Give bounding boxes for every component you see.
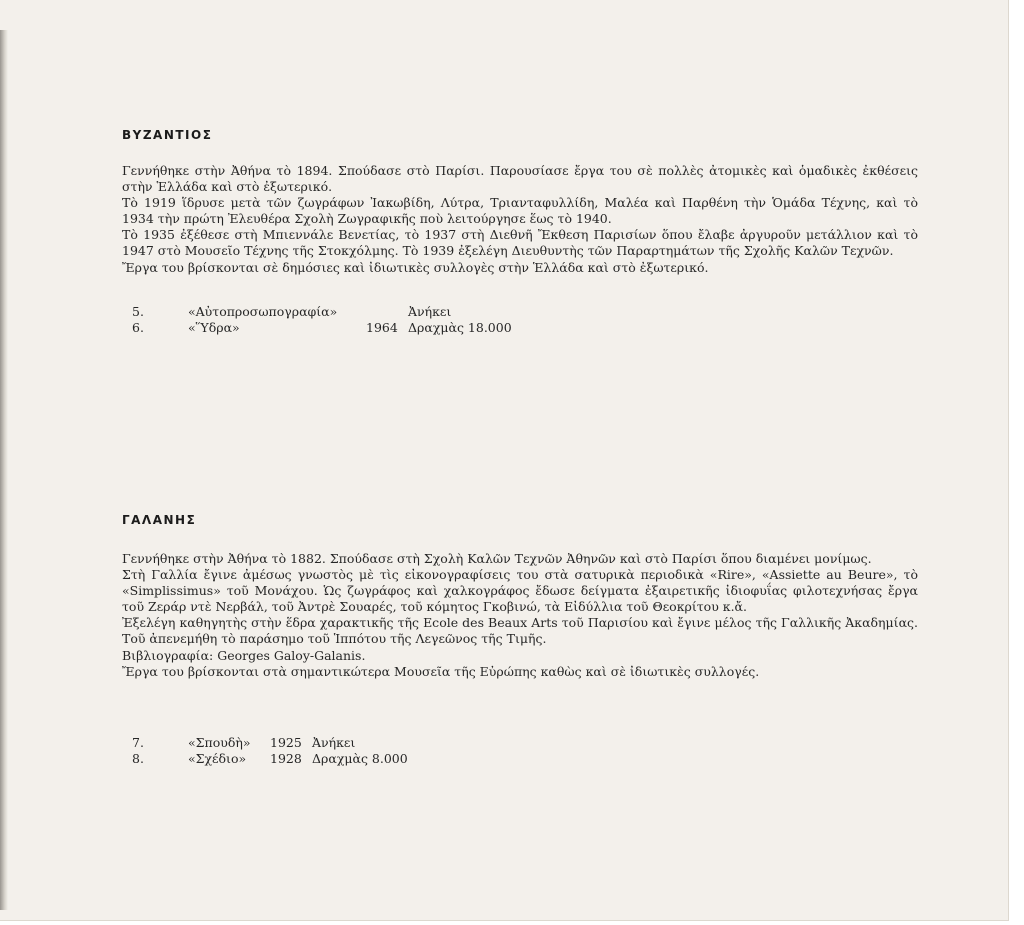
entry-title: «Ὕδρα» [188,320,240,336]
catalogue-entry [132,735,552,751]
biography-paragraph: Ἐξελέγη καθηγητὴς στὴν ἕδρα χαρακτικῆς τῆς Ecole des Beaux Arts τοῦ Παρισίου καὶ ἔγινε μέλος τῆς Γαλλικῆς Ἀκαδημίας. Τοῦ ἀπενεμήθη τὸ παράσημο τοῦ Ἱππότου τῆς Λεγεῶνος τῆς Τιμῆς. [122,615,918,647]
entry-number: 8. [132,751,144,767]
catalogue-entry [132,751,552,767]
section-biography-vyzantios [122,163,918,276]
entry-status: Ἀνήκει [408,304,452,319]
book-spine-shadow [0,30,8,910]
entry-year: 1928 [270,751,302,767]
catalogue-entry [132,304,552,320]
entry-status: Ἀνήκει [312,735,356,750]
biography-paragraph: Στὴ Γαλλία ἔγινε ἀμέσως γνωστὸς μὲ τὶς εἰκονογραφίσεις του στὰ σατυρικὰ περιοδικὰ «Rire», «Assiette au Beure», τὸ «Simplissimus» τοῦ Μονάχου. Ὡς ζωγράφος καὶ χαλκογράφος ἔδωσε δείγματα ἐξαιρετικῆς ἰδιοφυΐας φιλοτεχνήσας ἔργα τοῦ Ζεράρ ντὲ Νερβάλ, τοῦ Ἀντρὲ Σουαρές, τοῦ κόμητος Γκοβινώ, τὰ Εἰδύλλια τοῦ Θεοκρίτου κ.ἄ. [122,567,918,615]
entry-number: 7. [132,735,144,750]
entry-status: Δραχμὰς 18.000 [408,320,512,336]
entry-title: «Σχέδιο» [188,751,247,767]
entry-status: Δραχμὰς 8.000 [312,751,408,767]
section-biography-galanis [122,551,918,680]
catalogue-entry [132,320,552,336]
biography-paragraph: Γεννήθηκε στὴν Ἀθήνα τὸ 1882. Σπούδασε στὴ Σχολὴ Καλῶν Τεχνῶν Ἀθηνῶν καὶ στὸ Παρίσι ὅπου διαμένει μονίμως. [122,551,872,566]
entry-year: 1925 [270,735,302,750]
section-heading-vyzantios: ΒΥΖΑΝΤΙΟΣ [122,128,213,142]
biography-paragraph: Τὸ 1919 ἵδρυσε μετὰ τῶν ζωγράφων Ἰακωβίδη, Λύτρα, Τριανταφυλλίδη, Μαλέα καὶ Παρθένη τὴν Ὁμάδα Τέχνης, καὶ τὸ 1934 τὴν πρώτη Ἐλευθέρα Σχολὴ Ζωγραφικῆς ποὺ λειτούργησε ἕως τὸ 1940. [122,195,918,227]
biography-paragraph: Τὸ 1935 ἐξέθεσε στὴ Μπιεννάλε Βενετίας, τὸ 1937 στὴ Διεθνῆ Ἔκθεση Παρισίων ὅπου ἔλαβε ἀργυροῦν μετάλλιον καὶ τὸ 1947 στὸ Μουσεῖο Τέχνης τῆς Στοκχόλμης. Τὸ 1939 ἐξελέγη Διευθυντὴς τῶν Παραρτημάτων τῆς Σχολῆς Καλῶν Τεχνῶν. [122,227,918,259]
entry-title: «Αὐτοπροσωπογραφία» [188,304,338,319]
biography-paragraph: Βιβλιογραφία: Georges Galoy-Galanis. [122,647,366,663]
biography-paragraph: Ἔργα του βρίσκονται στὰ σημαντικώτερα Μουσεῖα τῆς Εὐρώπης καθὼς καὶ σὲ ἰδιωτικὲς συλλογές. [122,663,760,679]
biography-paragraph: Ἔργα του βρίσκονται σὲ δημόσιες καὶ ἰδιωτικὲς συλλογὲς στὴν Ἑλλάδα καὶ στὸ ἐξωτερικό. [122,259,709,275]
section-heading-galanis: ΓΑΛΑΝΗΣ [122,513,197,527]
catalogue-list-galanis [132,735,552,767]
entry-year: 1964 [366,320,398,336]
biography-paragraph: Γεννήθηκε στὴν Ἀθήνα τὸ 1894. Σπούδασε στὸ Παρίσι. Παρουσίασε ἔργα του σὲ πολλὲς ἀτομικὲς καὶ ὁμαδικὲς ἐκθέσεις στὴν Ἑλλάδα καὶ στὸ ἐξωτερικό. [122,163,918,195]
entry-number: 6. [132,320,144,336]
entry-title: «Σπουδὴ» [188,735,251,750]
catalogue-list-vyzantios [132,304,552,336]
entry-number: 5. [132,304,144,319]
